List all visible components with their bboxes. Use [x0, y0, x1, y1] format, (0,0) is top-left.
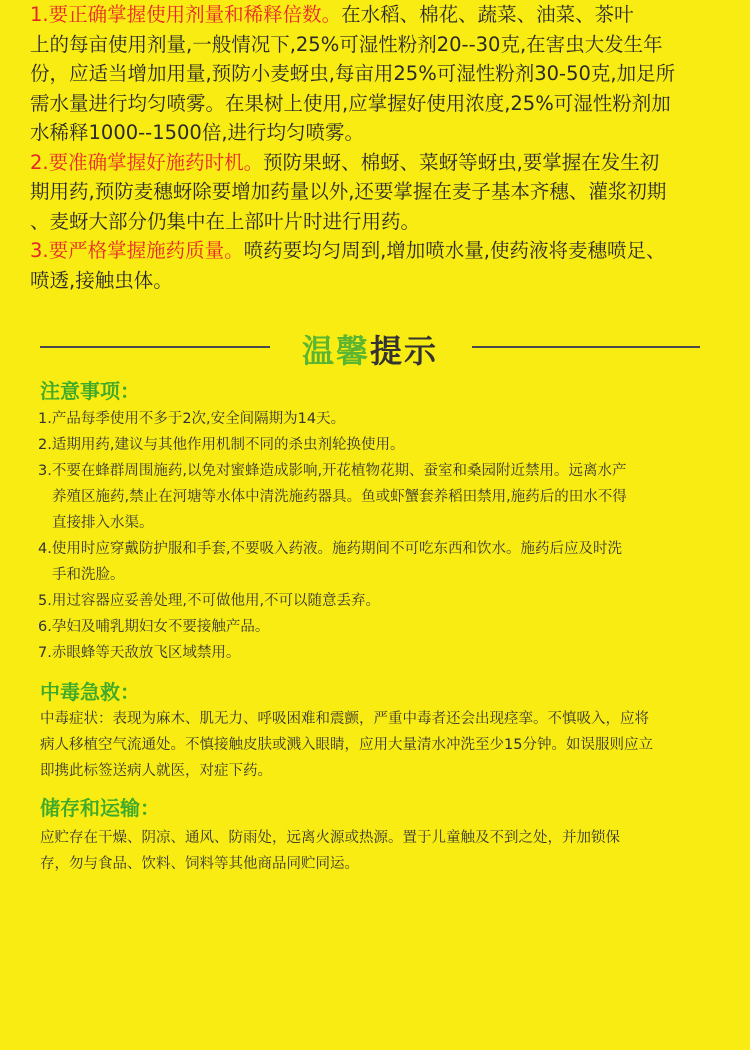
- text-line: 喷药要均匀周到,增加喷水量,使药液将麦穗喷足、: [243, 239, 666, 262]
- text-line: 份，应适当增加用量,预防小麦蚜虫,每亩用25%可湿性粉剂30-50克,加足所: [30, 62, 676, 85]
- text-line: 中毒症状：表现为麻木、肌无力、呼吸困难和震颤，严重中毒者还会出现痉挛。不慎吸入，应将: [40, 711, 649, 727]
- storage-title: 储存和运输：: [40, 796, 160, 820]
- instruction-heading: 3.要严格掌握施药质量。: [30, 239, 244, 262]
- text-line: 喷透,接触虫体。: [30, 268, 173, 292]
- text-line: 期用药,预防麦穗蚜除要增加药量以外,还要掌握在麦子基本齐穗、灌浆初期: [30, 180, 667, 203]
- instruction-dosage: [30, 0, 730, 148]
- instruction-timing: [30, 148, 730, 237]
- tips-title-part2: 提示: [370, 332, 439, 370]
- text-line: 手和洗脸。: [52, 567, 125, 583]
- usage-instructions: [30, 0, 730, 295]
- first-aid-text: [40, 706, 720, 784]
- list-item: [38, 588, 718, 614]
- storage-text: [40, 825, 720, 877]
- text-line: 7.赤眼蜂等天敌放飞区域禁用。: [38, 645, 241, 661]
- text-line: 水稀释1000--1500倍,进行均匀喷雾。: [30, 121, 365, 144]
- text-line: 4.使用时应穿戴防护服和手套,不要吸入药液。施药期间不可吃东西和饮水。施药后应及时洗: [38, 541, 622, 557]
- instruction-quality: [30, 236, 730, 295]
- instruction-heading: 1.要正确掌握使用剂量和稀释倍数。: [30, 3, 342, 26]
- text-line: 在水稻、棉花、蔬菜、油菜、茶叶: [341, 3, 634, 26]
- list-item: [38, 432, 718, 458]
- text-line: 6.孕妇及哺乳期妇女不要接触产品。: [38, 619, 270, 635]
- text-line: 病人移植空气流通处。不慎接触皮肤或溅入眼睛，应用大量清水冲洗至少15分钟。如误服则应立: [40, 737, 653, 753]
- list-item: [38, 406, 718, 432]
- text-line: 存，勿与食品、饮料、饲料等其他商品同贮同运。: [40, 856, 359, 872]
- text-line: 养殖区施药,禁止在河塘等水体中清洗施药器具。鱼或虾蟹套养稻田禁用,施药后的田水不得: [52, 489, 627, 505]
- text-line: 应贮存在干燥、阴凉、通风、防雨处，远离火源或热源。置于儿童触及不到之处，并加锁保: [40, 830, 620, 846]
- tips-title: [40, 326, 700, 372]
- tips-title-part1: 温馨: [301, 332, 370, 370]
- text-line: 上的每亩使用剂量,一般情况下,25%可湿性粉剂20--30克,在害虫大发生年: [30, 32, 663, 56]
- list-item: [38, 614, 718, 640]
- first-aid-title: 中毒急救：: [40, 680, 140, 704]
- text-line: 直接排入水渠。: [52, 515, 154, 531]
- list-item: [38, 458, 718, 536]
- list-item: [38, 640, 718, 666]
- text-line: 5.用过容器应妥善处理,不可做他用,不可以随意丢弃。: [38, 593, 381, 609]
- divider-right: [472, 346, 700, 348]
- text-line: 2.适期用药,建议与其他作用机制不同的杀虫剂轮换使用。: [38, 437, 405, 453]
- instruction-heading: 2.要准确掌握好施药时机。: [30, 150, 264, 174]
- text-line: 1.产品每季使用不多于2次,安全间隔期为14天。: [38, 411, 346, 427]
- text-line: 需水量进行均匀喷雾。在果树上使用,应掌握好使用浓度,25%可湿性粉剂加: [30, 91, 671, 115]
- precautions-list: [38, 406, 718, 666]
- text-line: 、麦蚜大部分仍集中在上部叶片时进行用药。: [30, 209, 421, 233]
- precautions-title: 注意事项：: [40, 379, 140, 403]
- text-line: 即携此标签送病人就医，对症下药。: [40, 763, 272, 779]
- tips-header: [40, 322, 700, 372]
- list-item: [38, 536, 718, 588]
- text-line: 3.不要在蜂群周围施药,以免对蜜蜂造成影响,开花植物花期、蚕室和桑园附近禁用。远离水产: [38, 463, 627, 479]
- text-line: 预防果蚜、棉蚜、菜蚜等蚜虫,要掌握在发生初: [263, 150, 660, 174]
